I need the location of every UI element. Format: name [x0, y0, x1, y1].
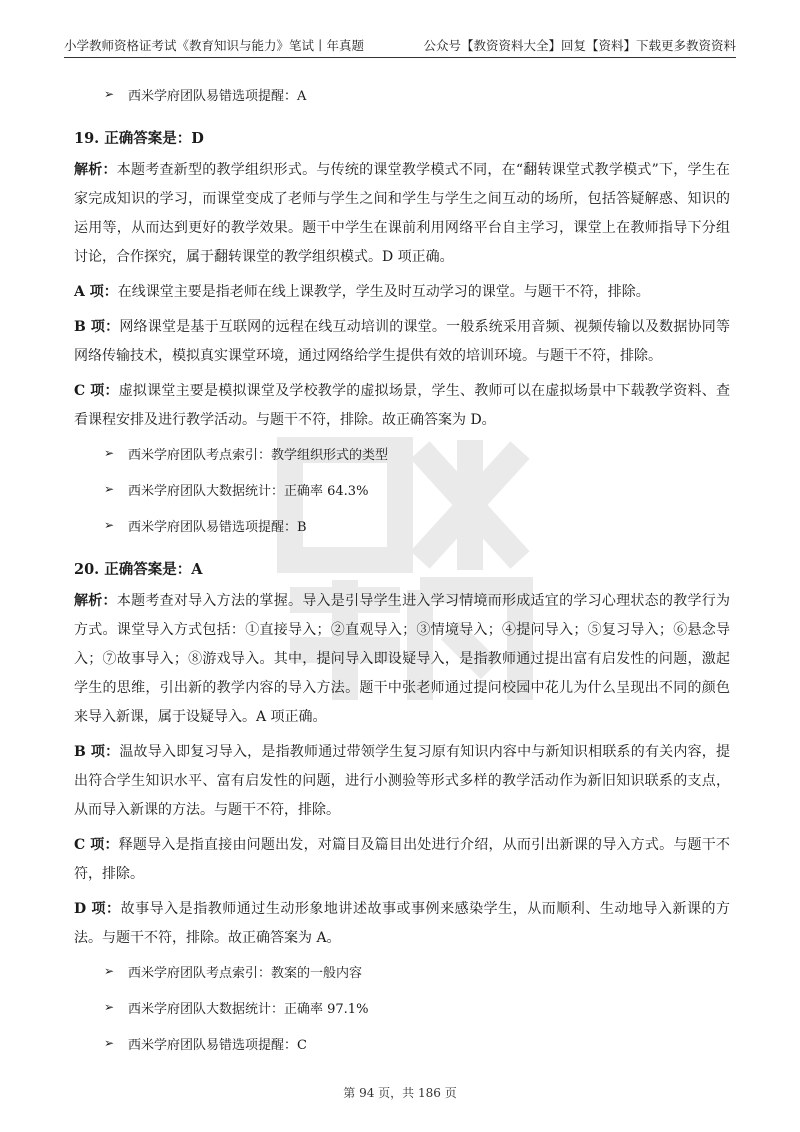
header-left-title: 小学教师资格证考试《教育知识与能力》笔试丨年真题	[64, 38, 365, 53]
option-label: B 项：	[74, 319, 120, 335]
q20-analysis	[74, 587, 730, 732]
q20-option-c	[74, 831, 730, 889]
list-item	[74, 76, 730, 112]
arrow-bullet-icon: ➢	[104, 1036, 115, 1050]
option-text: 网络课堂是基于互联网的远程在线互动培训的课堂。一般系统采用音频、视频传输以及数据协同等网络传输技术，模拟真实课堂环境，通过网络给学生提供有效的培训环境。与题干不符，排除。	[74, 319, 730, 364]
arrow-bullet-icon: ➢	[104, 518, 115, 532]
bullet-text: 西米学府团队考点索引：教学组织形式的类型	[128, 447, 389, 463]
arrow-bullet-icon: ➢	[104, 446, 115, 460]
list-item	[74, 989, 730, 1025]
option-text: 在线课堂主要是指老师在线上课教学，学生及时互动学习的课堂。与题干不符，排除。	[117, 284, 650, 300]
arrow-bullet-icon: ➢	[104, 964, 115, 978]
list-item	[74, 471, 730, 507]
page-content	[74, 76, 730, 1061]
q19-analysis	[74, 156, 730, 272]
q20-option-b	[74, 738, 730, 825]
option-text: 虚拟课堂主要是模拟课堂及学校教学的虚拟场景，学生、教师可以在虚拟场景中下载教学资料、查看课程安排及进行教学活动。与题干不符，排除。故正确答案为 D。	[74, 383, 730, 428]
option-text: 温故导入即复习导入，是指教师通过带领学生复习原有知识内容中与新知识相联系的有关内容，提出符合学生知识水平、富有启发性的问题，进行小测验等形式多样的教学活动作为新旧知识联系的支点，从而导入新课的方法。与题干不符，排除。	[74, 744, 730, 818]
header-right-notice: 公众号【教资资料大全】回复【资料】下载更多教资资料	[423, 38, 736, 53]
q19-option-b	[74, 313, 730, 371]
list-item	[74, 507, 730, 543]
bullet-text: 西米学府团队易错选项提醒：A	[128, 88, 307, 104]
q19-option-c	[74, 377, 730, 435]
option-label: A 项：	[74, 284, 118, 300]
option-label: C 项：	[74, 383, 119, 399]
bullet-text: 西米学府团队大数据统计：正确率 97.1%	[128, 1001, 369, 1017]
analysis-label: 解析：	[74, 162, 117, 178]
q20-answer-heading: 20. 正确答案是：A	[74, 561, 203, 578]
bullet-text: 西米学府团队易错选项提醒：B	[128, 519, 307, 535]
option-label: D 项：	[74, 901, 121, 917]
analysis-label: 解析：	[74, 593, 117, 609]
option-label: B 项：	[74, 744, 120, 760]
bullet-text: 西米学府团队大数据统计：正确率 64.3%	[128, 483, 369, 499]
arrow-bullet-icon: ➢	[104, 1000, 115, 1014]
analysis-text: 本题考查对导入方法的掌握。导入是引导学生进入学习情境而形成适宜的学习心理状态的教学行为方式。课堂导入方式包括：①直接导入；②直观导入；③情境导入；④提问导入；⑤复习导入；⑥悬念导入；⑦故事导入；⑧游戏导入。其中，提问导入即设疑导入，是指教师通过提出富有启发性的问题，激起学生的思维，引出新的教学内容的导入方法。题干中张老师通过提问校园中花儿为什么呈现出不同的颜色来导入新课，属于设疑导入。A 项正确。	[74, 593, 731, 725]
page-header	[64, 34, 736, 58]
option-label: C 项：	[74, 837, 119, 853]
bullet-text: 西米学府团队易错选项提醒：C	[128, 1037, 307, 1053]
q19-option-a	[74, 278, 730, 307]
arrow-bullet-icon: ➢	[104, 482, 115, 496]
list-item	[74, 953, 730, 989]
option-text: 释题导入是指直接由问题出发，对篇目及篇目出处进行介绍，从而引出新课的导入方式。与题干不符，排除。	[74, 837, 730, 882]
q19-answer-heading: 19. 正确答案是：D	[74, 130, 204, 147]
option-text: 故事导入是指教师通过生动形象地讲述故事或事例来感染学生，从而顺利、生动地导入新课的方法。与题干不符，排除。故正确答案为 A。	[74, 901, 731, 946]
arrow-bullet-icon: ➢	[104, 87, 115, 101]
q20-option-d	[74, 895, 730, 953]
list-item	[74, 1025, 730, 1061]
analysis-text: 本题考查新型的教学组织形式。与传统的课堂教学模式不同，在“翻转课堂式教学模式”下，学生在家完成知识的学习，而课堂变成了老师与学生之间和学生与学生之间互动的场所，包括答疑解惑、知识的运用等，从而达到更好的教学效果。题干中学生在课前利用网络平台自主学习，课堂上在教师指导下分组讨论，合作探究，属于翻转课堂的教学组织模式。D 项正确。	[74, 162, 731, 265]
bullet-text: 西米学府团队考点索引：教案的一般内容	[128, 965, 363, 981]
list-item	[74, 435, 730, 471]
page-number-footer: 第 94 页，共 186 页	[343, 1086, 457, 1100]
